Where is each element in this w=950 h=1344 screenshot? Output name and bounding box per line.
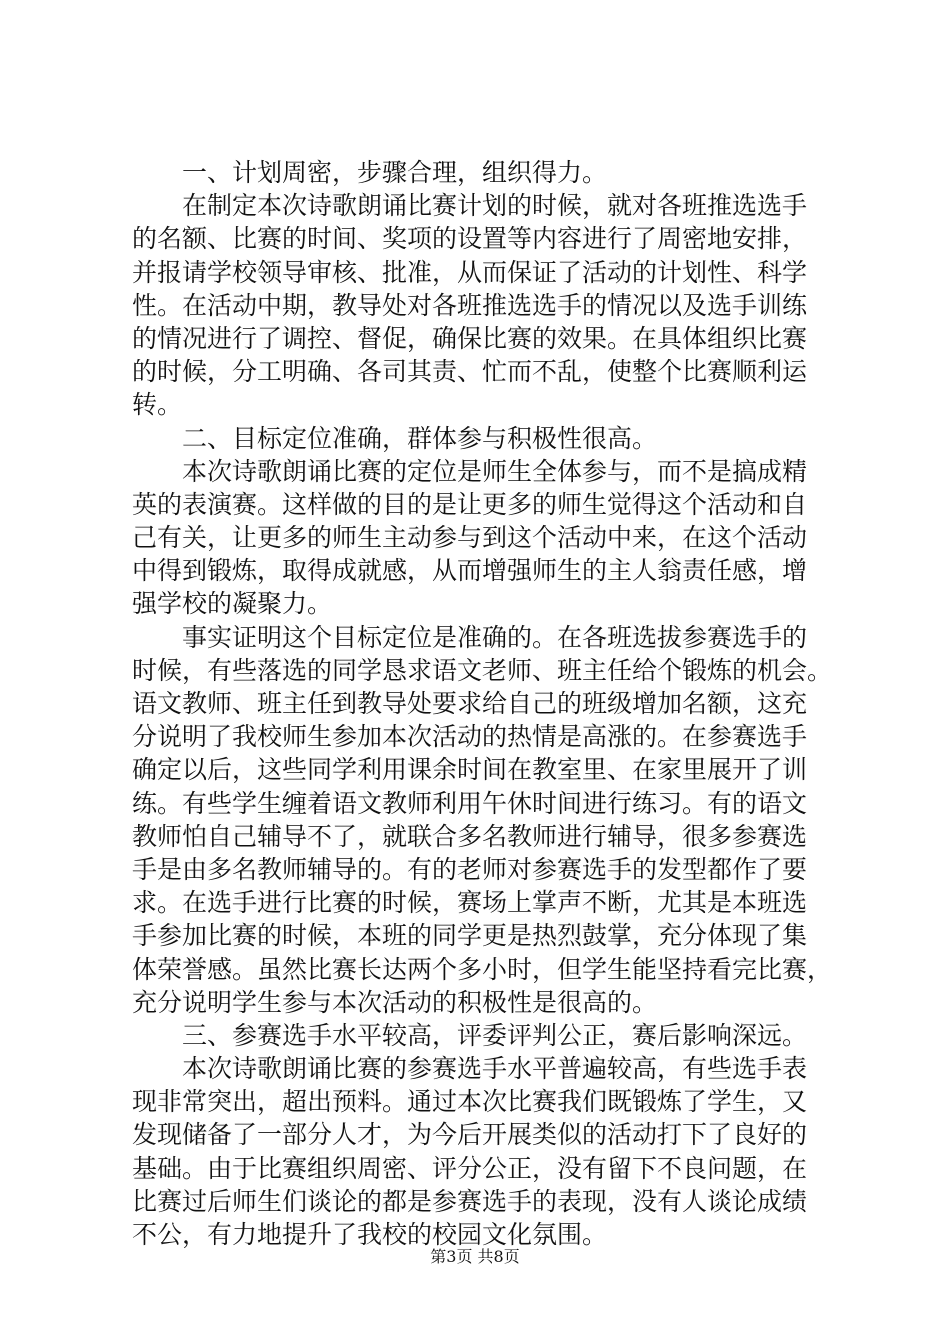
paragraph-line: 求。在选手进行比赛的时候，赛场上掌声不断，尤其是本班选: [132, 888, 808, 918]
paragraph-first-line: 在制定本次诗歌朗诵比赛计划的时候，就对各班推选选手: [182, 191, 808, 221]
paragraph-first-line: 事实证明这个目标定位是准确的。在各班选拔参赛选手的: [182, 622, 808, 652]
paragraph-line: 转。: [132, 390, 183, 420]
paragraph-line: 性。在活动中期，教导处对各班推选选手的情况以及选手训练: [132, 290, 808, 320]
paragraph-line: 手是由多名教师辅导的。有的老师对参赛选手的发型都作了要: [132, 854, 808, 884]
paragraph-line: 教师怕自己辅导不了，就联合多名教师进行辅导，很多参赛选: [132, 821, 808, 851]
paragraph-first-line: 本次诗歌朗诵比赛的参赛选手水平普遍较高，有些选手表: [182, 1054, 808, 1084]
paragraph-line: 分说明了我校师生参加本次活动的热情是高涨的。在参赛选手: [132, 722, 808, 752]
paragraph-line: 体荣誉感。虽然比赛长达两个多小时，但学生能坚持看完比赛，: [132, 954, 833, 984]
paragraph-line: 比赛过后师生们谈论的都是参赛选手的表现，没有人谈论成绩: [132, 1186, 808, 1216]
paragraph-line: 语文教师、班主任到教导处要求给自己的班级增加名额，这充: [132, 689, 808, 718]
paragraph-line: 的情况进行了调控、督促，确保比赛的效果。在具体组织比赛: [132, 323, 808, 353]
paragraph-first-line: 二、目标定位准确，群体参与积极性很高。: [182, 423, 658, 453]
paragraph-line: 英的表演赛。这样做的目的是让更多的师生觉得这个活动和自: [132, 489, 808, 519]
paragraph-line: 基础。由于比赛组织周密、评分公正，没有留下不良问题，在: [132, 1153, 808, 1183]
paragraph-line: 己有关，让更多的师生主动参与到这个活动中来，在这个活动: [132, 523, 808, 553]
paragraph-first-line: 一、计划周密，步骤合理，组织得力。: [182, 158, 608, 187]
paragraph-first-line: 本次诗歌朗诵比赛的定位是师生全体参与，而不是搞成精: [182, 456, 808, 486]
paragraph-line: 并报请学校领导审核、批准，从而保证了活动的计划性、科学: [132, 257, 808, 287]
paragraph-line: 的时候，分工明确、各司其责、忙而不乱，使整个比赛顺利运: [132, 357, 808, 387]
paragraph-line: 确定以后，这些同学利用课余时间在教室里、在家里展开了训: [132, 755, 808, 785]
paragraph-line: 强学校的凝聚力。: [132, 589, 333, 619]
paragraph-line: 现非常突出，超出预料。通过本次比赛我们既锻炼了学生，又: [132, 1087, 808, 1117]
paragraph-first-line: 三、参赛选手水平较高，评委评判公正，赛后影响深远。: [182, 1020, 808, 1050]
paragraph-line: 时候，有些落选的同学恳求语文老师、班主任给个锻炼的机会。: [132, 655, 833, 685]
paragraph-line: 练。有些学生缠着语文教师利用午休时间进行练习。有的语文: [132, 788, 808, 818]
paragraph-line: 的名额、比赛的时间、奖项的设置等内容进行了周密地安排，: [132, 224, 808, 254]
paragraph-line: 不公，有力地提升了我校的校园文化氛围。: [132, 1220, 608, 1249]
paragraph-line: 中得到锻炼，取得成就感，从而增强师生的主人翁责任感，增: [132, 556, 808, 586]
paragraph-line: 充分说明学生参与本次活动的积极性是很高的。: [132, 987, 658, 1017]
paragraph-line: 手参加比赛的时候，本班的同学更是热烈鼓掌，充分体现了集: [132, 921, 808, 951]
document-body: [132, 156, 832, 1251]
paragraph-line: 发现储备了一部分人才，为今后开展类似的活动打下了良好的: [132, 1120, 808, 1150]
page-footer: 第3页 共8页: [430, 1247, 520, 1266]
